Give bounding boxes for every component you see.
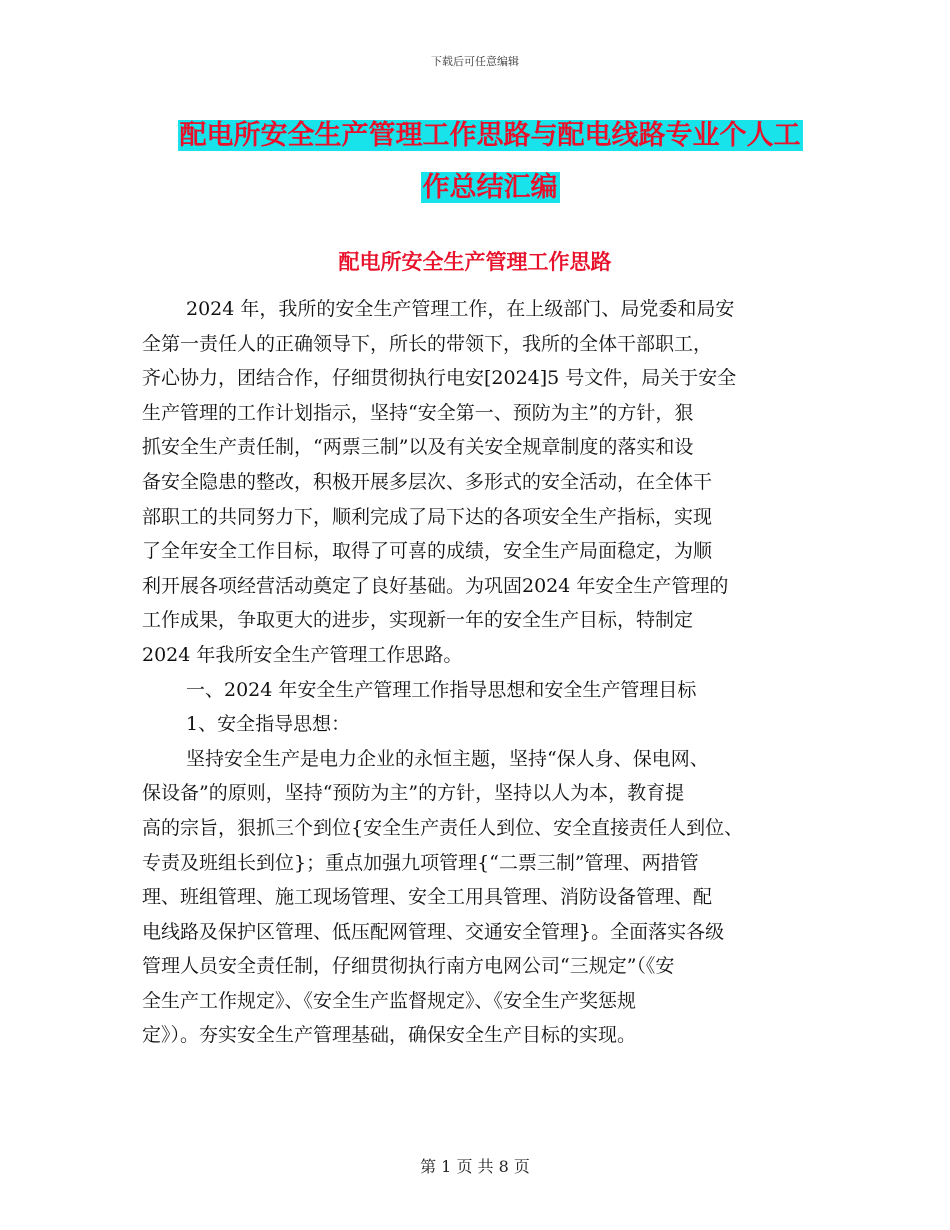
paragraph-line: 抓安全生产责任制，“两票三制”以及有关安全规章制度的落实和设 xyxy=(142,436,694,459)
paragraph-line: 2024 年我所安全生产管理工作思路。 xyxy=(142,643,463,666)
paragraph-line: 定》）。夯实安全生产管理基础，确保安全生产目标的实现。 xyxy=(142,1024,637,1047)
heading-line: 一、2024 年安全生产管理工作指导思想和安全生产管理目标 xyxy=(186,678,697,701)
paragraph-line: 坚持安全生产是电力企业的永恒主题，坚持“保人身、保电网、 xyxy=(186,747,709,770)
paragraph-line: 全生产工作规定》、《安全生产监督规定》、《安全生产奖惩规 xyxy=(142,989,637,1012)
header-note: 下载后可任意编辑 xyxy=(431,55,519,68)
document-title xyxy=(140,110,840,214)
subheading-line: 1、安全指导思想： xyxy=(186,713,351,736)
paragraph-line: 工作成果，争取更大的进步，实现新一年的安全生产目标，特制定 xyxy=(142,609,694,632)
title-line-1: 配电所安全生产管理工作思路与配电线路专业个人工 xyxy=(179,120,801,151)
paragraph-line: 备安全隐患的整改，积极开展多层次、多形式的安全活动，在全体干 xyxy=(142,470,713,493)
page-number: 第 1 页 共 8 页 xyxy=(420,1157,530,1176)
paragraph-line: 理、班组管理、施工现场管理、安全工用具管理、消防设备管理、配 xyxy=(142,886,713,909)
paragraph-line: 齐心协力，团结合作，仔细贯彻执行电安[2024]5 号文件，局关于安全 xyxy=(142,367,737,390)
paragraph-line: 部职工的共同努力下，顺利完成了局下达的各项安全生产指标，实现 xyxy=(142,505,713,528)
paragraph-line: 专责及班组长到位}；重点加强九项管理{“二票三制”管理、两措管 xyxy=(142,851,699,874)
title-line-2: 作总结汇编 xyxy=(422,172,558,203)
paragraph-line: 利开展各项经营活动奠定了良好基础。为巩固2024 年安全生产管理的 xyxy=(142,574,729,597)
paragraph-line: 电线路及保护区管理、低压配网管理、交通安全管理}。全面落实各级 xyxy=(142,920,725,943)
paragraph-line: 保设备”的原则，坚持“预防为主”的方针，坚持以人为本，教育提 xyxy=(142,782,685,805)
body-text xyxy=(142,292,822,1053)
section-title: 配电所安全生产管理工作思路 xyxy=(338,249,612,274)
paragraph-line: 管理人员安全责任制，仔细贯彻执行南方电网公司“三规定”（《安 xyxy=(142,955,675,978)
paragraph-line: 2024 年，我所的安全生产管理工作，在上级部门、局党委和局安 xyxy=(186,298,735,320)
paragraph-line: 高的宗旨，狠抓三个到位{安全生产责任人到位、安全直接责任人到位、 xyxy=(142,816,744,839)
paragraph-line: 全第一责任人的正确领导下，所长的带领下，我所的全体干部职工， xyxy=(142,332,713,355)
paragraph-line: 了全年安全工作目标，取得了可喜的成绩，安全生产局面稳定，为顺 xyxy=(142,540,713,563)
paragraph-line: 生产管理的工作计划指示，坚持“安全第一、预防为主”的方针，狠 xyxy=(142,401,694,424)
